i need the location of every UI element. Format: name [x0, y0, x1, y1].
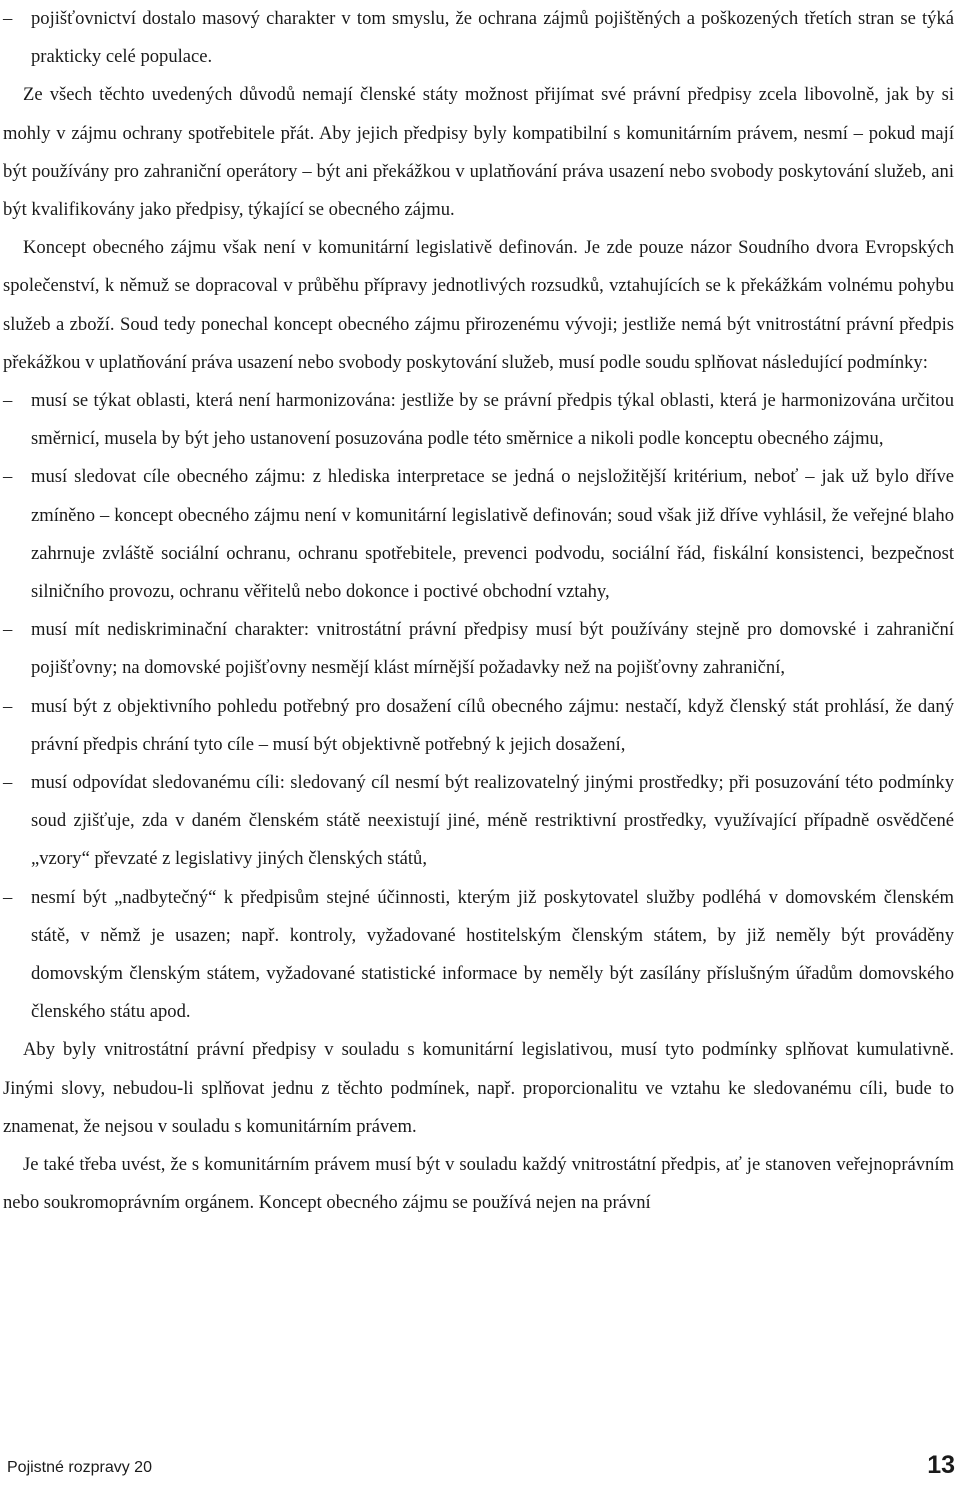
list-dash: –	[3, 772, 13, 794]
intro-list-item	[3, 0, 954, 76]
paragraph-2: Koncept obecného zájmu však není v komunitární legislativě definován. Je zde pouze názor Soudního dvora Evropských společenství, k němuž se dopracoval v průběhu přípravy jednotlivých rozsudků, vztahujících se k překážkám volnému pohybu služeb a zboží. Soud tedy ponechal koncept obecného zájmu přirozenému vývoji; jestliže nemá být vnitrostátní právní předpis překážkou v uplatňování práva usazení nebo svobody poskytování služeb, musí podle soudu splňovat následující podmínky:	[3, 237, 954, 373]
list-dash: –	[3, 886, 13, 908]
list-dash: –	[3, 390, 13, 412]
condition-item	[3, 611, 954, 687]
list-dash: –	[3, 8, 13, 29]
condition-item	[3, 879, 954, 1032]
paragraph-3: Aby byly vnitrostátní právní předpisy v souladu s komunitární legislativou, musí tyto podmínky splňovat kumulativně. Jinými slovy, nebudou-li splňovat jednu z těchto podmínek, např. proporcionalitu ve vztahu ke sledovanému cíli, bude to znamenat, že nejsou v souladu s komunitárním právem.	[3, 1039, 954, 1137]
condition-text: musí mít nediskriminační charakter: vnitrostátní právní předpisy musí být používány stejně pro domovské i zahraniční pojišťovny; na domovské pojišťovny nesmějí klást mírnější požadavky než na pojišťovny zahraniční,	[31, 619, 954, 679]
page-footer	[7, 1451, 955, 1483]
condition-text: musí sledovat cíle obecného zájmu: z hlediska interpretace se jedná o nejsložitější kritérium, neboť – jak už bylo dříve zmíněno – koncept obecného zájmu není v komunitární legislativě definován; soud však již dříve vyhlásil, že veřejné blaho zahrnuje zvláště sociální ochranu, ochranu spotřebitele, prevenci podvodu, sociální řád, fiskální konsistenci, bezpečnost silničního provozu, ochranu věřitelů nebo dokonce i poctivé obchodní vztahy,	[31, 466, 954, 603]
document-body	[3, 0, 954, 1223]
list-dash: –	[3, 466, 13, 488]
condition-item	[3, 764, 954, 879]
page-number: 13	[927, 1451, 955, 1479]
condition-item	[3, 382, 954, 458]
condition-text: musí být z objektivního pohledu potřebný pro dosažení cílů obecného zájmu: nestačí, když členský stát prohlásí, že daný právní předpis chrání tyto cíle – musí být objektivně potřebný k jejich dosažení,	[31, 695, 954, 755]
conditions-list	[3, 382, 954, 1031]
condition-item	[3, 458, 954, 611]
condition-text: nesmí být „nadbytečný“ k předpisům stejné účinnosti, kterým již poskytovatel služby podléhá v domovském členském státě, v němž je usazen; např. kontroly, vyžadované hostitelským členským státem, by již neměly být prováděny domovským členským státem, vyžadované statistické informace by neměly být zasílány příslušným úřadům domovského členského státu apod.	[31, 886, 954, 1023]
list-dash: –	[3, 619, 13, 641]
paragraph-4: Je také třeba uvést, že s komunitárním právem musí být v souladu každý vnitrostátní předpis, ať je stanoven veřejnoprávním nebo soukromoprávním orgánem. Koncept obecného zájmu se používá nejen na právní	[3, 1154, 954, 1214]
list-item-text: pojišťovnictví dostalo masový charakter v tom smyslu, že ochrana zájmů pojištěných a poškozených třetích stran se týká prakticky celé populace.	[31, 8, 954, 68]
list-dash: –	[3, 695, 13, 717]
journal-title: Pojistné rozpravy 20	[7, 1459, 152, 1476]
condition-text: musí se týkat oblasti, která není harmonizována: jestliže by se právní předpis týkal oblasti, která je harmonizována určitou směrnicí, musela by být jeho ustanovení posuzována podle této směrnice a nikoli podle konceptu obecného zájmu,	[31, 390, 954, 450]
condition-text: musí odpovídat sledovanému cíli: sledovaný cíl nesmí být realizovatelný jinými prostředky; při posuzování této podmínky soud zjišťuje, zda v daném členském státě neexistují jiné, méně restriktivní prostředky, využívající případně osvědčené „vzory“ převzaté z legislativy jiných členských států,	[31, 772, 954, 870]
paragraph-1: Ze všech těchto uvedených důvodů nemají členské státy možnost přijímat své právní předpisy zcela libovolně, jak by si mohly v zájmu ochrany spotřebitele přát. Aby jejich předpisy byly kompatibilní s komunitárním právem, nesmí – pokud mají být používány pro zahraniční operátory – být ani překážkou v uplatňování práva usazení nebo svobody poskytování služeb, ani být kvalifikovány jako předpisy, týkající se obecného zájmu.	[3, 84, 954, 221]
condition-item	[3, 688, 954, 764]
